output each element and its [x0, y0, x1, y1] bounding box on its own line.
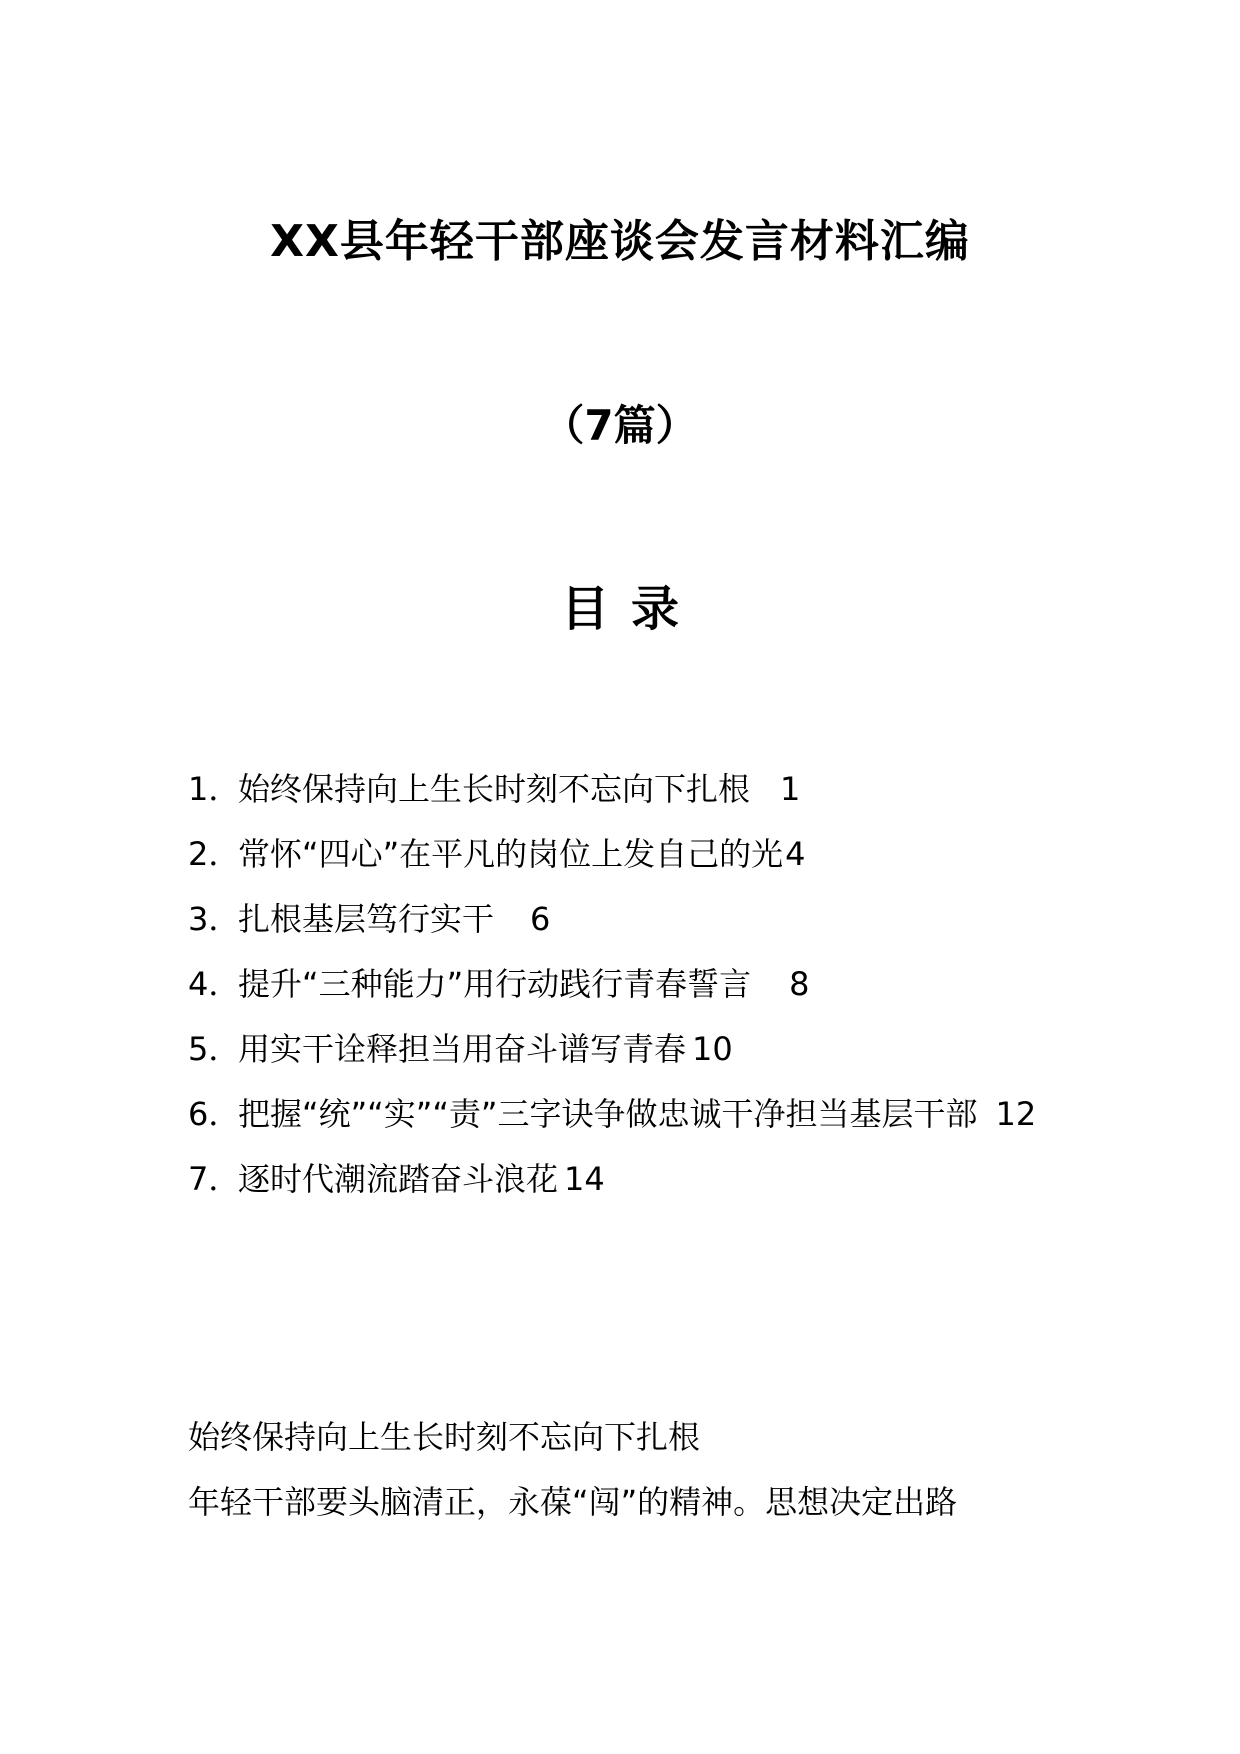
toc-item-title: 常怀“四心”在平凡的岗位上发自己的光: [238, 835, 784, 873]
toc-item[interactable]: [188, 887, 1068, 952]
page-title: XX县年轻干部座谈会发言材料汇编: [270, 216, 970, 267]
toc-item-number: 4．: [188, 965, 241, 1003]
toc-item-number: 2．: [188, 835, 241, 873]
body-paragraph: 年轻干部要头脑清正，永葆“闯”的精神。思想决定出路: [188, 1483, 958, 1521]
document-body: [188, 1405, 1068, 1535]
toc-item-title: 提升“三种能力”用行动践行青春誓言: [238, 965, 752, 1003]
toc-item-number: 5．: [188, 1030, 241, 1068]
toc-item[interactable]: [188, 1017, 1068, 1082]
toc-heading: 目录: [560, 581, 701, 637]
toc-item-page: 10: [692, 1030, 733, 1068]
toc-item-title: 把握“统”“实”“责”三字诀争做忠诚干净担当基层干部: [238, 1095, 978, 1133]
toc-item-page: 14: [564, 1160, 605, 1198]
toc-item-title: 扎根基层笃行实干: [238, 900, 495, 938]
toc-item-page: 12: [995, 1095, 1037, 1133]
toc-item[interactable]: [188, 757, 1068, 822]
toc-item-title: 用实干诠释担当用奋斗谱写青春: [238, 1030, 687, 1068]
table-of-contents: [188, 757, 1068, 1212]
page-subtitle: （7篇）: [542, 401, 698, 450]
toc-item-page: 4: [785, 835, 806, 873]
toc-item[interactable]: [188, 822, 1068, 887]
toc-item[interactable]: [188, 1082, 1068, 1147]
toc-item[interactable]: [188, 1147, 1068, 1212]
section-title: 始终保持向上生长时刻不忘向下扎根: [188, 1418, 701, 1456]
toc-item-page: 8: [789, 965, 810, 1003]
toc-item-number: 1．: [188, 770, 241, 808]
toc-item-title: 始终保持向上生长时刻不忘向下扎根: [238, 770, 751, 808]
toc-item-number: 7．: [188, 1160, 241, 1198]
toc-item-title: 逐时代潮流踏奋斗浪花: [238, 1160, 559, 1198]
toc-item[interactable]: [188, 952, 1068, 1017]
toc-item-number: 6．: [188, 1095, 241, 1133]
toc-item-page: 1: [780, 770, 801, 808]
toc-item-number: 3．: [188, 900, 241, 938]
toc-item-page: 6: [530, 900, 551, 938]
